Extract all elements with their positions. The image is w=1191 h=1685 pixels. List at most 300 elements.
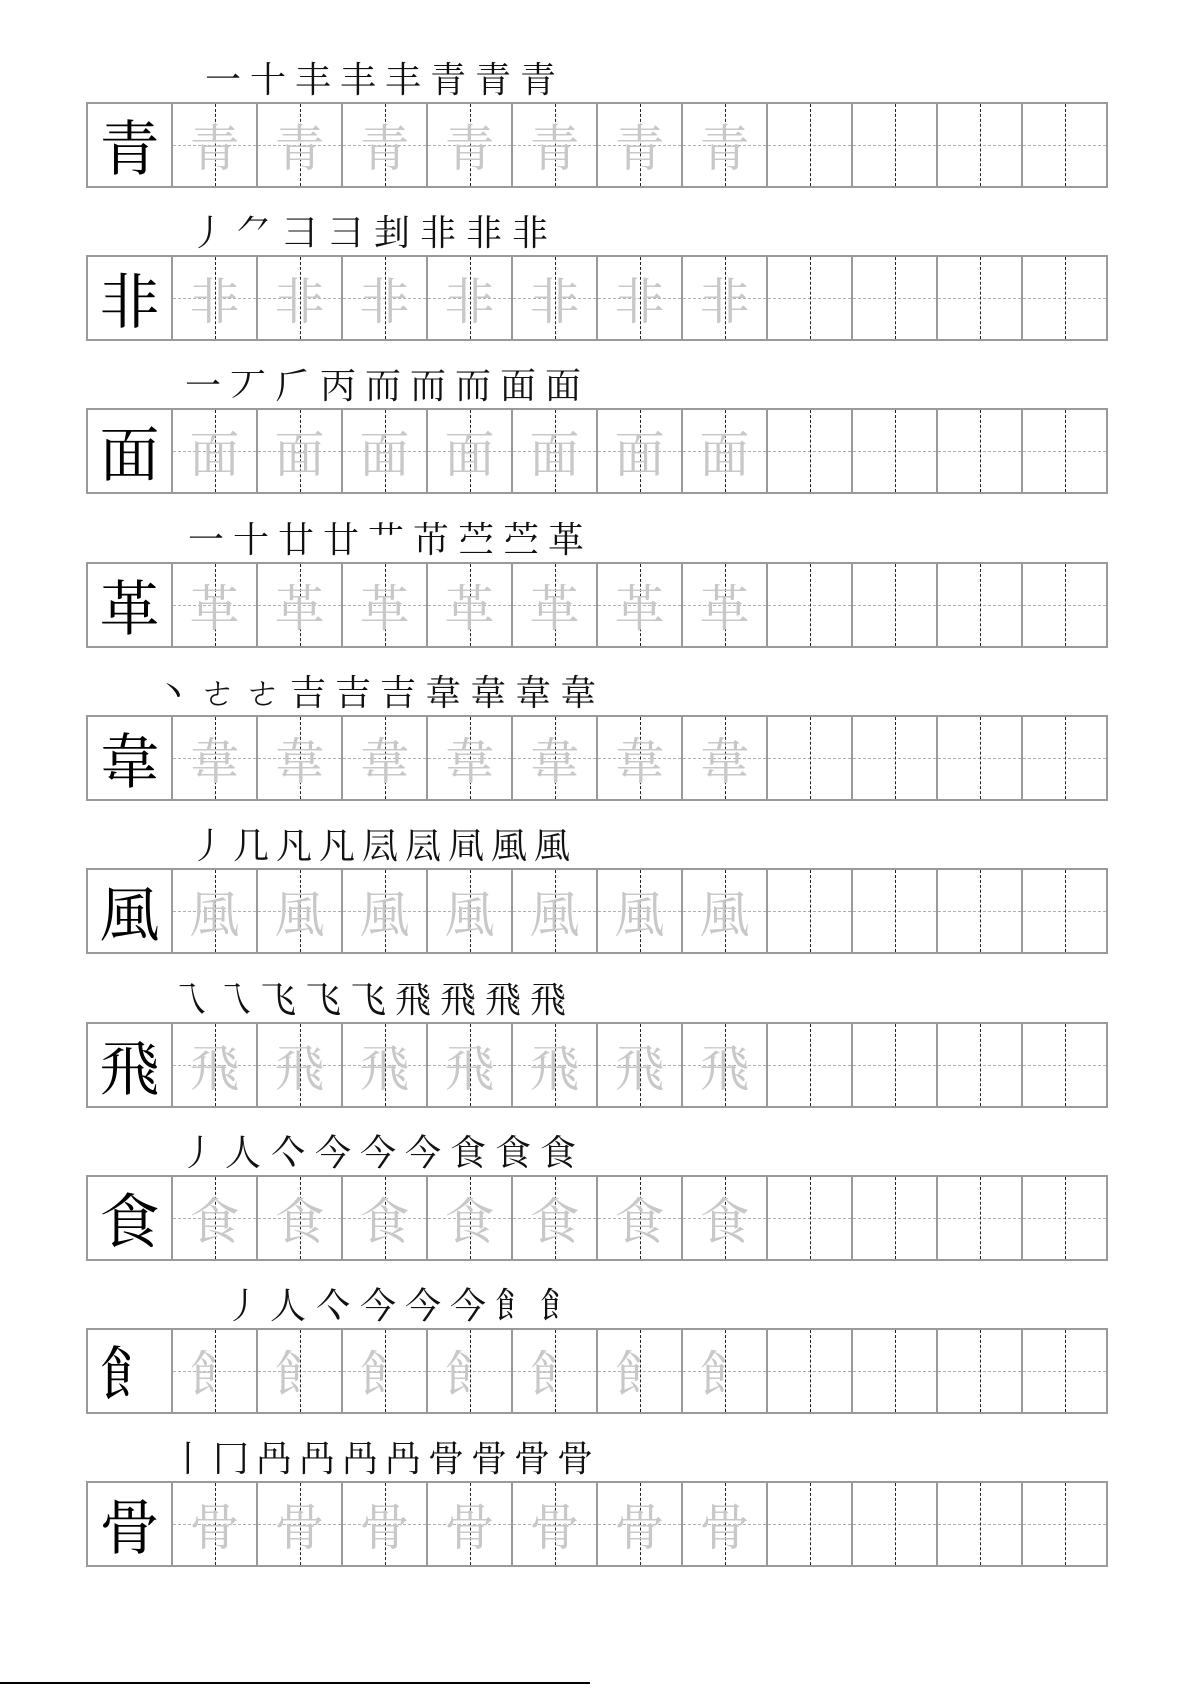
model-cell: [88, 715, 173, 801]
empty-cell: [853, 1175, 938, 1261]
trace-character: 風: [614, 886, 665, 944]
stroke-step: 非: [420, 213, 457, 254]
stroke-step: 飞: [260, 980, 297, 1021]
trace-character: 革: [699, 580, 750, 638]
stroke-step: 骨: [557, 1439, 594, 1480]
vertical-guide: [895, 257, 896, 339]
writing-grid: [86, 868, 1108, 954]
stroke-order: [0, 1429, 1191, 1487]
trace-cell: [683, 562, 768, 648]
empty-cell: [938, 562, 1023, 648]
trace-cell: [343, 1481, 428, 1567]
stroke-step: 丨: [170, 1439, 207, 1480]
vertical-guide: [810, 564, 811, 646]
trace-cell: [428, 1022, 513, 1108]
trace-cell: [428, 1175, 513, 1261]
trace-character: 韋: [444, 733, 495, 791]
trace-character: 面: [274, 426, 325, 484]
trace-character: 非: [614, 273, 665, 331]
trace-cell: [598, 1175, 683, 1261]
trace-character: 骨: [444, 1499, 495, 1557]
empty-cell: [768, 255, 853, 341]
model-cell: [88, 255, 173, 341]
stroke-step: 青: [475, 60, 512, 101]
stroke-step: 骨: [428, 1439, 465, 1480]
vertical-guide: [895, 104, 896, 186]
empty-cell: [768, 715, 853, 801]
trace-cell: [258, 1481, 343, 1567]
stroke-step: 冎: [342, 1439, 379, 1480]
model-character: 食: [99, 1188, 160, 1258]
trace-cell: [683, 1022, 768, 1108]
stroke-step: 飞: [350, 980, 387, 1021]
stroke-step: 丿: [190, 213, 227, 254]
trace-character: 骨: [614, 1499, 665, 1557]
trace-character: 青: [274, 120, 325, 178]
trace-character: 非: [444, 273, 495, 331]
stroke-step: 今: [360, 1133, 397, 1174]
trace-character: 骨: [359, 1499, 410, 1557]
trace-character: 韋: [274, 733, 325, 791]
stroke-step: 吉: [335, 673, 372, 714]
trace-cell: [513, 562, 598, 648]
stroke-step: 吉: [290, 673, 327, 714]
model-cell: [88, 102, 173, 188]
trace-character: 風: [189, 886, 240, 944]
stroke-step: ㄜ: [245, 673, 282, 714]
model-character: 飛: [99, 1035, 160, 1105]
trace-cell: [598, 1022, 683, 1108]
stroke-step: ⺈: [236, 213, 273, 254]
empty-cell: [768, 1481, 853, 1567]
writing-grid: [86, 1328, 1108, 1414]
stroke-step: 韋: [425, 673, 462, 714]
trace-cell: [513, 255, 598, 341]
model-cell: [88, 562, 173, 648]
trace-character: 非: [189, 273, 240, 331]
stroke-step: 丰: [385, 60, 422, 101]
stroke-step: 廿: [278, 520, 315, 561]
trace-cell: [513, 1481, 598, 1567]
trace-cell: [258, 1175, 343, 1261]
stroke-step: 丰: [340, 60, 377, 101]
trace-cell: [258, 868, 343, 954]
trace-cell: [343, 1328, 428, 1414]
stroke-step: 今: [360, 1286, 397, 1327]
trace-character: 青: [444, 120, 495, 178]
trace-character: 面: [189, 426, 240, 484]
stroke-step: 今: [405, 1133, 442, 1174]
trace-cell: [173, 408, 258, 494]
vertical-guide: [1065, 257, 1066, 339]
empty-cell: [768, 1175, 853, 1261]
vertical-guide: [895, 1024, 896, 1106]
empty-cell: [853, 562, 938, 648]
stroke-step: 艹: [368, 520, 405, 561]
stroke-step: 芇: [413, 520, 450, 561]
stroke-step: 丶: [155, 673, 192, 714]
stroke-step: 骨: [514, 1439, 551, 1480]
vertical-guide: [895, 1483, 896, 1565]
writing-grid: [86, 1022, 1108, 1108]
model-character: 青: [99, 115, 160, 185]
trace-cell: [343, 868, 428, 954]
trace-cell: [428, 408, 513, 494]
vertical-guide: [895, 410, 896, 492]
trace-character: 飠: [444, 1346, 495, 1404]
trace-character: 食: [189, 1193, 240, 1251]
trace-cell: [428, 1328, 513, 1414]
trace-character: 革: [274, 580, 325, 638]
trace-cell: [173, 102, 258, 188]
trace-cell: [513, 1328, 598, 1414]
trace-cell: [428, 562, 513, 648]
vertical-guide: [810, 257, 811, 339]
empty-cell: [853, 1481, 938, 1567]
stroke-step: 飞: [305, 980, 342, 1021]
empty-cell: [938, 868, 1023, 954]
vertical-guide: [895, 564, 896, 646]
stroke-step: 革: [548, 520, 585, 561]
empty-cell: [1023, 1175, 1108, 1261]
trace-cell: [683, 1481, 768, 1567]
stroke-step: 今: [405, 1286, 442, 1327]
empty-cell: [853, 255, 938, 341]
trace-character: 食: [529, 1193, 580, 1251]
vertical-guide: [895, 1177, 896, 1259]
character-row: [0, 510, 1191, 665]
trace-cell: [258, 1022, 343, 1108]
stroke-step: 而: [455, 366, 492, 407]
footer-divider: [0, 1682, 590, 1684]
trace-character: 革: [359, 580, 410, 638]
stroke-step: 面: [500, 366, 537, 407]
trace-character: 非: [699, 273, 750, 331]
trace-character: 面: [614, 426, 665, 484]
vertical-guide: [980, 410, 981, 492]
character-row: [0, 663, 1191, 818]
trace-cell: [683, 715, 768, 801]
vertical-guide: [810, 1330, 811, 1412]
stroke-step: 飛: [395, 980, 432, 1021]
stroke-step: 凨: [405, 826, 442, 867]
vertical-guide: [895, 717, 896, 799]
trace-character: 革: [529, 580, 580, 638]
stroke-step: 而: [365, 366, 402, 407]
trace-cell: [343, 255, 428, 341]
stroke-step: 今: [450, 1286, 487, 1327]
trace-character: 面: [529, 426, 580, 484]
stroke-step: 凨: [362, 826, 399, 867]
writing-grid: [86, 715, 1108, 801]
character-row: [0, 816, 1191, 971]
vertical-guide: [810, 1483, 811, 1565]
trace-character: 飠: [274, 1346, 325, 1404]
vertical-guide: [810, 104, 811, 186]
stroke-step: 青: [520, 60, 557, 101]
stroke-step: 一: [188, 520, 225, 561]
stroke-step: 今: [315, 1133, 352, 1174]
empty-cell: [853, 715, 938, 801]
trace-character: 韋: [189, 733, 240, 791]
vertical-guide: [1065, 104, 1066, 186]
character-row: [0, 1123, 1191, 1278]
stroke-step: 韋: [515, 673, 552, 714]
empty-cell: [768, 868, 853, 954]
trace-character: 飛: [614, 1040, 665, 1098]
vertical-guide: [810, 717, 811, 799]
trace-character: 韋: [614, 733, 665, 791]
vertical-guide: [1065, 1330, 1066, 1412]
stroke-step: 丿: [190, 826, 227, 867]
stroke-step: 十: [250, 60, 287, 101]
empty-cell: [1023, 1022, 1108, 1108]
trace-character: 飛: [274, 1040, 325, 1098]
trace-character: 面: [699, 426, 750, 484]
trace-cell: [683, 102, 768, 188]
empty-cell: [1023, 1328, 1108, 1414]
empty-cell: [768, 1022, 853, 1108]
trace-cell: [258, 1328, 343, 1414]
stroke-step: 冂: [213, 1439, 250, 1480]
vertical-guide: [980, 104, 981, 186]
trace-cell: [258, 562, 343, 648]
empty-cell: [853, 1022, 938, 1108]
stroke-order: [0, 203, 1191, 261]
stroke-order: [0, 356, 1191, 414]
trace-cell: [513, 868, 598, 954]
empty-cell: [938, 1481, 1023, 1567]
vertical-guide: [810, 1177, 811, 1259]
writing-grid: [86, 408, 1108, 494]
trace-character: 飛: [359, 1040, 410, 1098]
stroke-step: 非: [512, 213, 549, 254]
character-row: [0, 1429, 1191, 1584]
empty-cell: [1023, 562, 1108, 648]
trace-cell: [513, 1022, 598, 1108]
character-row: [0, 1276, 1191, 1431]
stroke-order: [0, 1276, 1191, 1334]
trace-cell: [343, 102, 428, 188]
trace-cell: [173, 868, 258, 954]
vertical-guide: [980, 257, 981, 339]
vertical-guide: [810, 410, 811, 492]
stroke-step: 刲: [374, 213, 411, 254]
trace-character: 飠: [614, 1346, 665, 1404]
stroke-order: [0, 816, 1191, 874]
empty-cell: [853, 1328, 938, 1414]
trace-cell: [173, 1481, 258, 1567]
empty-cell: [1023, 868, 1108, 954]
trace-character: 青: [699, 120, 750, 178]
stroke-step: 冎: [256, 1439, 293, 1480]
stroke-step: 𠂆: [275, 366, 312, 407]
stroke-step: 吉: [380, 673, 417, 714]
trace-cell: [683, 1328, 768, 1414]
empty-cell: [938, 408, 1023, 494]
trace-cell: [343, 562, 428, 648]
writing-grid: [86, 1175, 1108, 1261]
stroke-step: 飛: [440, 980, 477, 1021]
trace-cell: [428, 102, 513, 188]
trace-cell: [428, 255, 513, 341]
trace-character: 飠: [359, 1346, 410, 1404]
trace-character: 青: [529, 120, 580, 178]
trace-cell: [598, 562, 683, 648]
trace-character: 飠: [699, 1346, 750, 1404]
trace-character: 食: [274, 1193, 325, 1251]
empty-cell: [853, 408, 938, 494]
stroke-step: 食: [450, 1133, 487, 1174]
stroke-step: 非: [466, 213, 503, 254]
vertical-guide: [980, 564, 981, 646]
trace-cell: [173, 1328, 258, 1414]
model-character: 面: [99, 421, 160, 491]
stroke-step: 冎: [299, 1439, 336, 1480]
trace-character: 飛: [699, 1040, 750, 1098]
empty-cell: [1023, 255, 1108, 341]
stroke-order: [0, 510, 1191, 568]
stroke-step: 乁: [170, 980, 207, 1021]
vertical-guide: [1065, 1483, 1066, 1565]
stroke-step: 而: [410, 366, 447, 407]
stroke-step: 人: [225, 1133, 262, 1174]
vertical-guide: [1065, 564, 1066, 646]
model-character: 飠: [99, 1341, 160, 1411]
character-row: [0, 50, 1191, 205]
stroke-step: 乁: [215, 980, 252, 1021]
model-character: 骨: [99, 1494, 160, 1564]
stroke-step: 丿: [225, 1286, 262, 1327]
trace-character: 食: [614, 1193, 665, 1251]
model-cell: [88, 408, 173, 494]
trace-cell: [258, 102, 343, 188]
trace-cell: [513, 715, 598, 801]
vertical-guide: [895, 870, 896, 952]
empty-cell: [938, 255, 1023, 341]
trace-cell: [513, 1175, 598, 1261]
empty-cell: [768, 408, 853, 494]
empty-cell: [768, 1328, 853, 1414]
vertical-guide: [1065, 1024, 1066, 1106]
empty-cell: [938, 1175, 1023, 1261]
empty-cell: [1023, 102, 1108, 188]
trace-character: 風: [359, 886, 410, 944]
trace-cell: [173, 1022, 258, 1108]
stroke-step: 面: [545, 366, 582, 407]
stroke-order: [0, 970, 1191, 1028]
trace-character: 飠: [529, 1346, 580, 1404]
trace-cell: [683, 255, 768, 341]
trace-cell: [428, 715, 513, 801]
trace-cell: [513, 408, 598, 494]
model-character: 非: [99, 268, 160, 338]
model-character: 韋: [99, 728, 160, 798]
stroke-step: 亽: [315, 1286, 352, 1327]
trace-cell: [683, 868, 768, 954]
stroke-step: 几: [233, 826, 270, 867]
stroke-step: 食: [495, 1133, 532, 1174]
model-cell: [88, 1481, 173, 1567]
stroke-step: 彐: [328, 213, 365, 254]
stroke-step: 冎: [385, 1439, 422, 1480]
stroke-step: 丰: [295, 60, 332, 101]
vertical-guide: [980, 1177, 981, 1259]
stroke-step: 韋: [560, 673, 597, 714]
vertical-guide: [1065, 870, 1066, 952]
model-cell: [88, 1328, 173, 1414]
trace-cell: [683, 1175, 768, 1261]
trace-character: 飛: [529, 1040, 580, 1098]
writing-grid: [86, 562, 1108, 648]
empty-cell: [768, 102, 853, 188]
trace-cell: [598, 1481, 683, 1567]
empty-cell: [1023, 715, 1108, 801]
trace-character: 青: [614, 120, 665, 178]
stroke-step: 一: [185, 366, 222, 407]
trace-cell: [598, 868, 683, 954]
stroke-step: 凬: [448, 826, 485, 867]
stroke-step: 苎: [458, 520, 495, 561]
trace-cell: [343, 715, 428, 801]
trace-character: 非: [359, 273, 410, 331]
vertical-guide: [980, 1024, 981, 1106]
trace-cell: [598, 715, 683, 801]
stroke-step: 飠: [540, 1286, 577, 1327]
vertical-guide: [1065, 410, 1066, 492]
trace-cell: [598, 1328, 683, 1414]
stroke-step: 丙: [320, 366, 357, 407]
trace-character: 青: [359, 120, 410, 178]
empty-cell: [938, 102, 1023, 188]
stroke-step: 丆: [230, 366, 267, 407]
stroke-step: 一: [205, 60, 242, 101]
stroke-step: 亽: [270, 1133, 307, 1174]
stroke-step: 飠: [495, 1286, 532, 1327]
stroke-step: 食: [540, 1133, 577, 1174]
character-row: [0, 970, 1191, 1125]
stroke-step: 風: [491, 826, 528, 867]
stroke-step: 骨: [471, 1439, 508, 1480]
stroke-step: 廿: [323, 520, 360, 561]
trace-character: 骨: [699, 1499, 750, 1557]
empty-cell: [938, 1328, 1023, 1414]
trace-cell: [428, 1481, 513, 1567]
stroke-step: 飛: [530, 980, 567, 1021]
vertical-guide: [980, 870, 981, 952]
empty-cell: [853, 102, 938, 188]
trace-cell: [343, 408, 428, 494]
trace-character: 風: [699, 886, 750, 944]
trace-cell: [598, 408, 683, 494]
trace-character: 韋: [699, 733, 750, 791]
trace-character: 骨: [274, 1499, 325, 1557]
empty-cell: [938, 1022, 1023, 1108]
stroke-order: [0, 1123, 1191, 1181]
trace-cell: [258, 255, 343, 341]
trace-character: 食: [444, 1193, 495, 1251]
stroke-step: 彐: [282, 213, 319, 254]
trace-character: 食: [359, 1193, 410, 1251]
trace-cell: [258, 408, 343, 494]
vertical-guide: [980, 1330, 981, 1412]
empty-cell: [853, 868, 938, 954]
trace-character: 骨: [189, 1499, 240, 1557]
trace-character: 面: [359, 426, 410, 484]
trace-cell: [173, 1175, 258, 1261]
empty-cell: [1023, 1481, 1108, 1567]
trace-cell: [258, 715, 343, 801]
